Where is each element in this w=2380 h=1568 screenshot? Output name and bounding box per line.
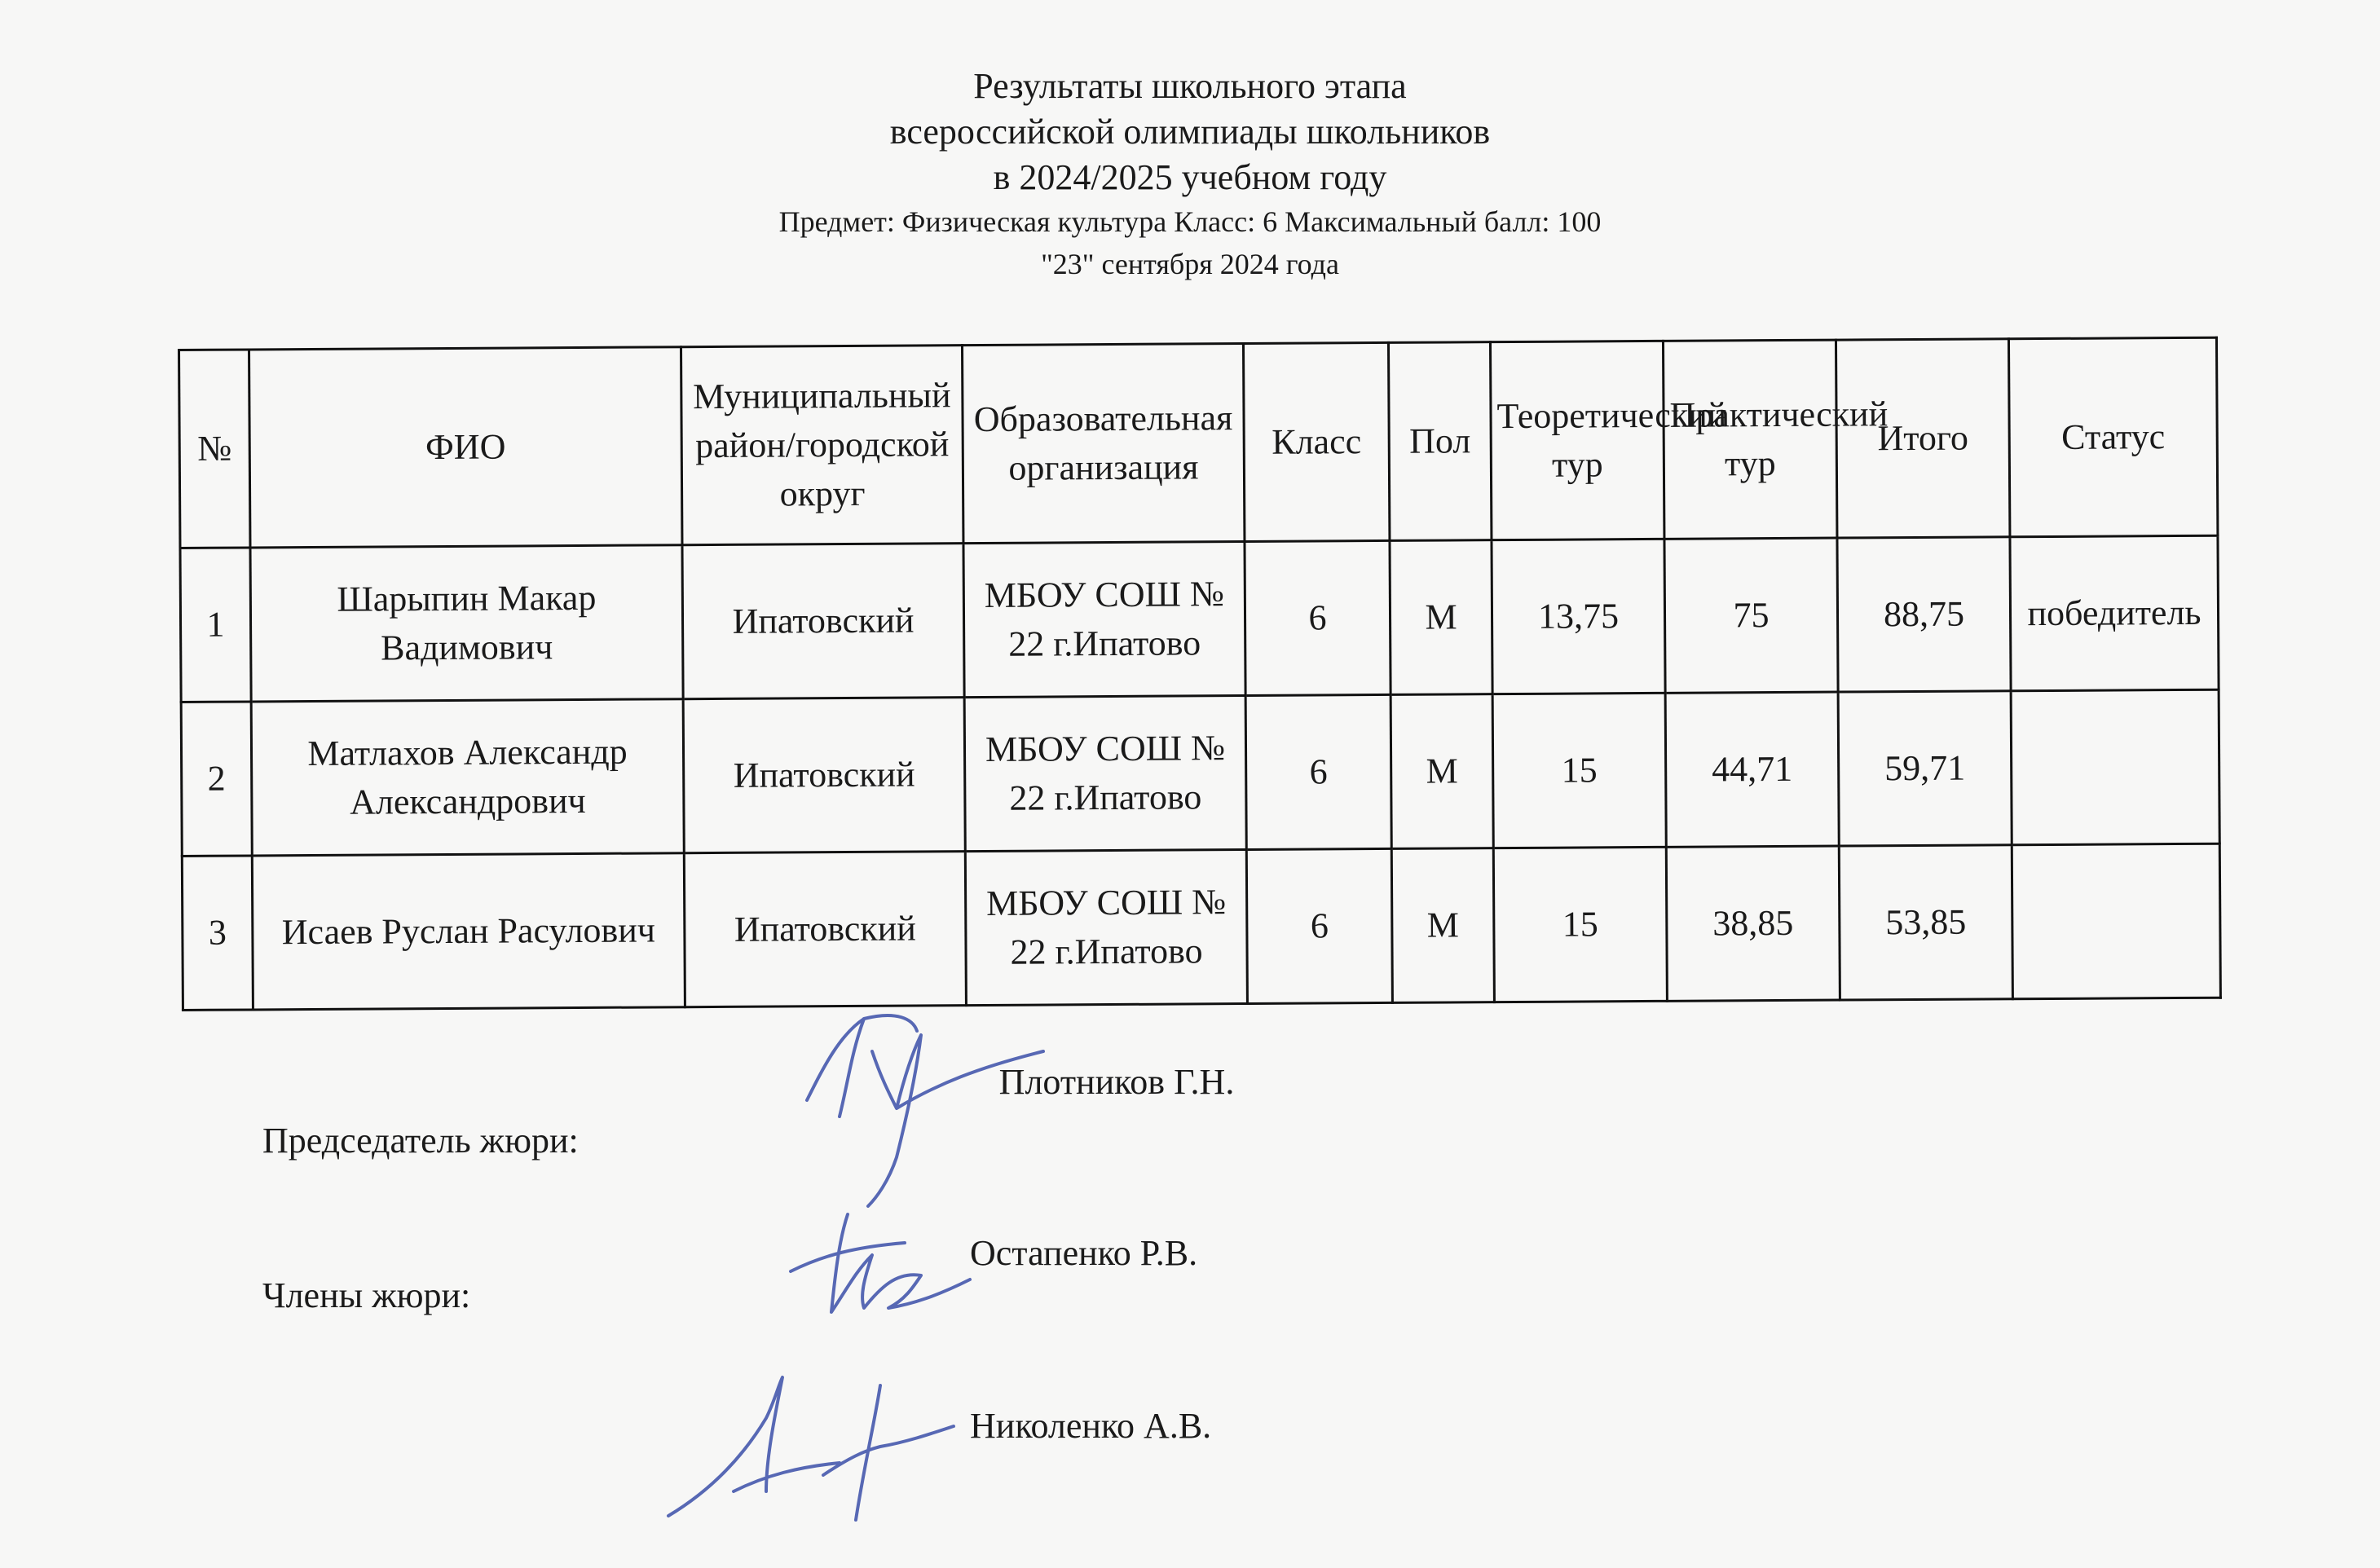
cell-grade: 6 xyxy=(1245,540,1391,695)
cell-status xyxy=(2011,689,2219,845)
cell-org: МБОУ СОШ № 22 г.Ипатово xyxy=(965,850,1247,1006)
date-line: "23" сентября 2024 года xyxy=(1041,248,1339,280)
col-header-fio: ФИО xyxy=(249,347,682,548)
jury-signatures xyxy=(0,1002,2380,1532)
table-header-row xyxy=(179,337,2218,548)
table-row xyxy=(180,535,2219,702)
member1-name: Остапенко Р.В. xyxy=(970,1233,1198,1273)
cell-grade: 6 xyxy=(1245,694,1391,849)
cell-grade: 6 xyxy=(1246,848,1392,1003)
member2-name: Николенко А.В. xyxy=(970,1406,1212,1446)
members-label: Члены жюри: xyxy=(262,1275,471,1315)
col-header-theory: Теоретический тур xyxy=(1490,341,1664,540)
cell-district: Ипатовский xyxy=(684,852,966,1007)
results-table xyxy=(178,337,2222,1011)
subject-line: Предмет: Физическая культура Класс: 6 Максимальный балл: 100 xyxy=(778,205,1602,238)
col-header-sex: Пол xyxy=(1388,342,1491,541)
cell-theory: 15 xyxy=(1493,847,1667,1002)
cell-sex: М xyxy=(1391,848,1494,1003)
col-header-district: Муниципальный район/городской округ xyxy=(681,346,963,545)
cell-total: 88,75 xyxy=(1837,537,2011,692)
cell-total: 59,71 xyxy=(1838,691,2012,846)
document-header xyxy=(0,64,2380,285)
title-line-1: Результаты школьного этапа xyxy=(973,66,1407,106)
cell-district: Ипатовский xyxy=(682,544,964,699)
cell-org: МБОУ СОШ № 22 г.Ипатово xyxy=(963,542,1245,698)
table-row xyxy=(181,689,2219,856)
chair-label: Председатель жюри: xyxy=(262,1121,579,1161)
cell-org: МБОУ СОШ № 22 г.Ипатово xyxy=(964,696,1246,852)
chair-signature-icon xyxy=(774,1002,1051,1214)
col-header-total: Итого xyxy=(1836,339,2009,538)
cell-status: победитель xyxy=(2010,535,2219,691)
cell-total: 53,85 xyxy=(1839,845,2012,1000)
table-row xyxy=(182,843,2220,1010)
cell-number: 3 xyxy=(182,856,253,1011)
col-header-practice: Практический тур xyxy=(1663,340,1836,539)
cell-sex: М xyxy=(1391,694,1493,849)
cell-fio: Шарыпин Макар Вадимович xyxy=(250,545,683,702)
cell-district: Ипатовский xyxy=(683,698,965,853)
title-line-2: всероссийской олимпиады школьников xyxy=(889,112,1491,152)
cell-fio: Матлахов Александр Александрович xyxy=(251,699,684,856)
col-header-status: Статус xyxy=(2008,337,2217,537)
col-header-number: № xyxy=(179,350,250,548)
col-header-org: Образовательная организация xyxy=(962,344,1244,544)
cell-practice: 44,71 xyxy=(1665,692,1839,847)
cell-fio: Исаев Руслан Расулович xyxy=(252,853,685,1010)
cell-practice: 75 xyxy=(1664,538,1838,693)
cell-practice: 38,85 xyxy=(1666,846,1840,1001)
cell-sex: М xyxy=(1390,540,1492,695)
chair-name: Плотников Г.Н. xyxy=(998,1062,1235,1102)
member2-signature-icon xyxy=(660,1369,970,1532)
cell-number: 2 xyxy=(181,702,252,857)
cell-number: 1 xyxy=(180,548,251,703)
title-line-3: в 2024/2025 учебном году xyxy=(993,157,1387,197)
col-header-grade: Класс xyxy=(1243,342,1389,541)
member1-signature-icon xyxy=(774,1198,986,1328)
cell-theory: 13,75 xyxy=(1492,539,1665,694)
cell-status xyxy=(2012,843,2220,999)
cell-theory: 15 xyxy=(1492,693,1666,848)
